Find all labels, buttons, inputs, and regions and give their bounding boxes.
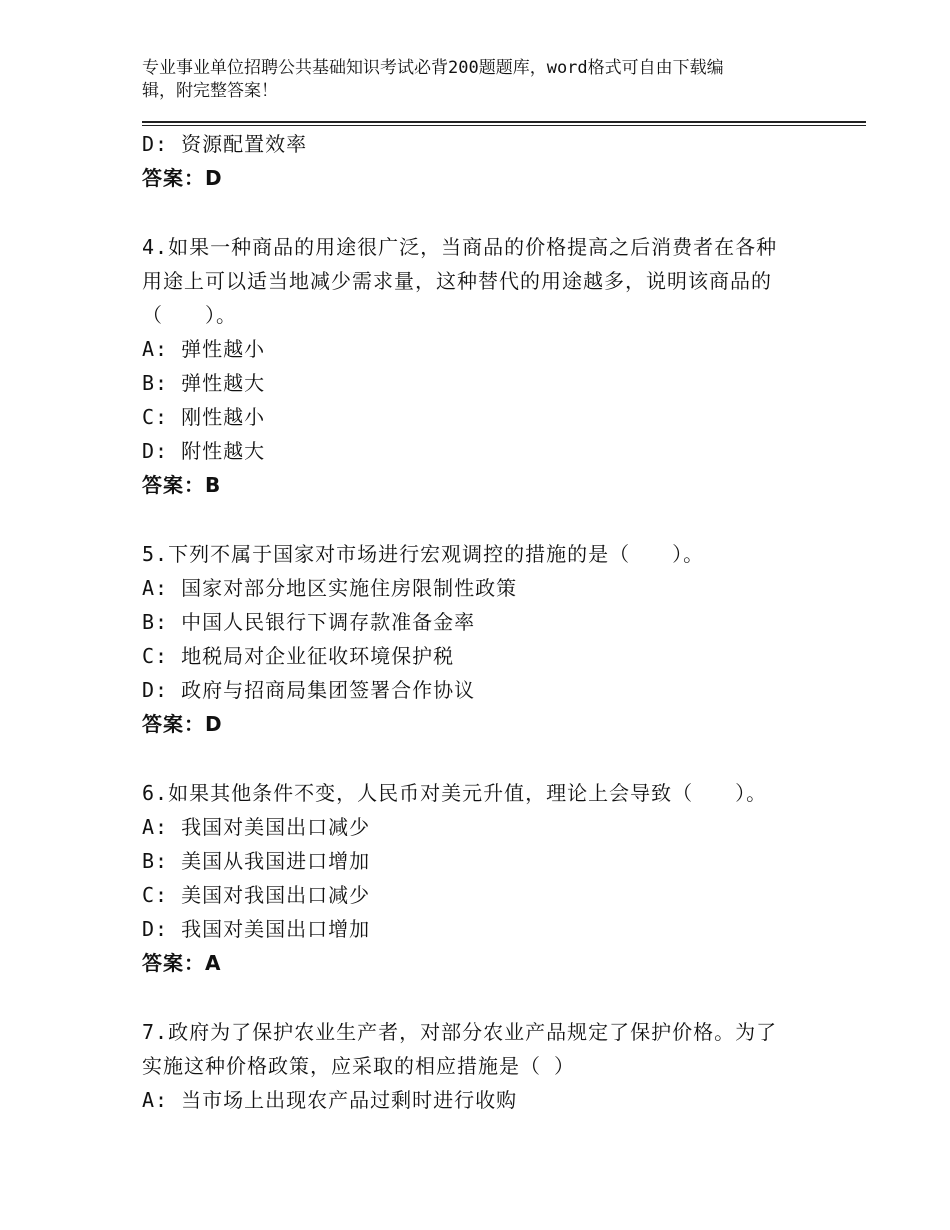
header-line-2: 辑，附完整答案！ — [142, 81, 278, 101]
option-a: A: 弹性越小 — [142, 337, 266, 361]
option-d: D: 附性越大 — [142, 439, 266, 463]
question-text: 4.如果一种商品的用途很广泛，当商品的价格提高之后消费者在各种 — [142, 235, 778, 259]
question-6 — [142, 776, 822, 980]
question-5 — [142, 537, 822, 741]
option-d: D: 政府与招商局集团签署合作协议 — [142, 678, 476, 702]
option-c: C: 地税局对企业征收环境保护税 — [142, 644, 455, 668]
question-4 — [142, 230, 822, 502]
option-a: A: 国家对部分地区实施住房限制性政策 — [142, 576, 518, 600]
option-b: B: 中国人民银行下调存款准备金率 — [142, 610, 476, 634]
answer: 答案：D — [142, 712, 223, 736]
question-text: 用途上可以适当地减少需求量，这种替代的用途越多，说明该商品的 — [142, 269, 772, 293]
option-d: D: 资源配置效率 — [142, 132, 308, 156]
option-a: A: 我国对美国出口减少 — [142, 815, 371, 839]
answer: 答案：B — [142, 473, 222, 497]
answer: 答案：D — [142, 166, 223, 190]
answer: 答案：A — [142, 951, 222, 975]
header-line-1: 专业事业单位招聘公共基础知识考试必背200题题库，word格式可自由下载编 — [142, 58, 724, 78]
option-b: B: 弹性越大 — [142, 371, 266, 395]
header-rule-thin — [142, 125, 866, 126]
question-text: （ ）。 — [142, 303, 237, 327]
question-text: 7.政府为了保护农业生产者，对部分农业产品规定了保护价格。为了 — [142, 1020, 778, 1044]
question-7 — [142, 1015, 822, 1117]
question-text: 实施这种价格政策，应采取的相应措施是（ ） — [142, 1054, 576, 1078]
document-body — [142, 127, 822, 1117]
option-c: C: 刚性越小 — [142, 405, 266, 429]
document-header — [142, 57, 802, 103]
header-rule-thick — [142, 121, 866, 123]
option-a: A: 当市场上出现农产品过剩时进行收购 — [142, 1088, 518, 1112]
option-c: C: 美国对我国出口减少 — [142, 883, 371, 907]
option-b: B: 美国从我国进口增加 — [142, 849, 371, 873]
question-text: 5.下列不属于国家对市场进行宏观调控的措施的是（ ）。 — [142, 542, 705, 566]
option-d: D: 我国对美国出口增加 — [142, 917, 371, 941]
question-text: 6.如果其他条件不变，人民币对美元升值，理论上会导致（ ）。 — [142, 781, 768, 805]
